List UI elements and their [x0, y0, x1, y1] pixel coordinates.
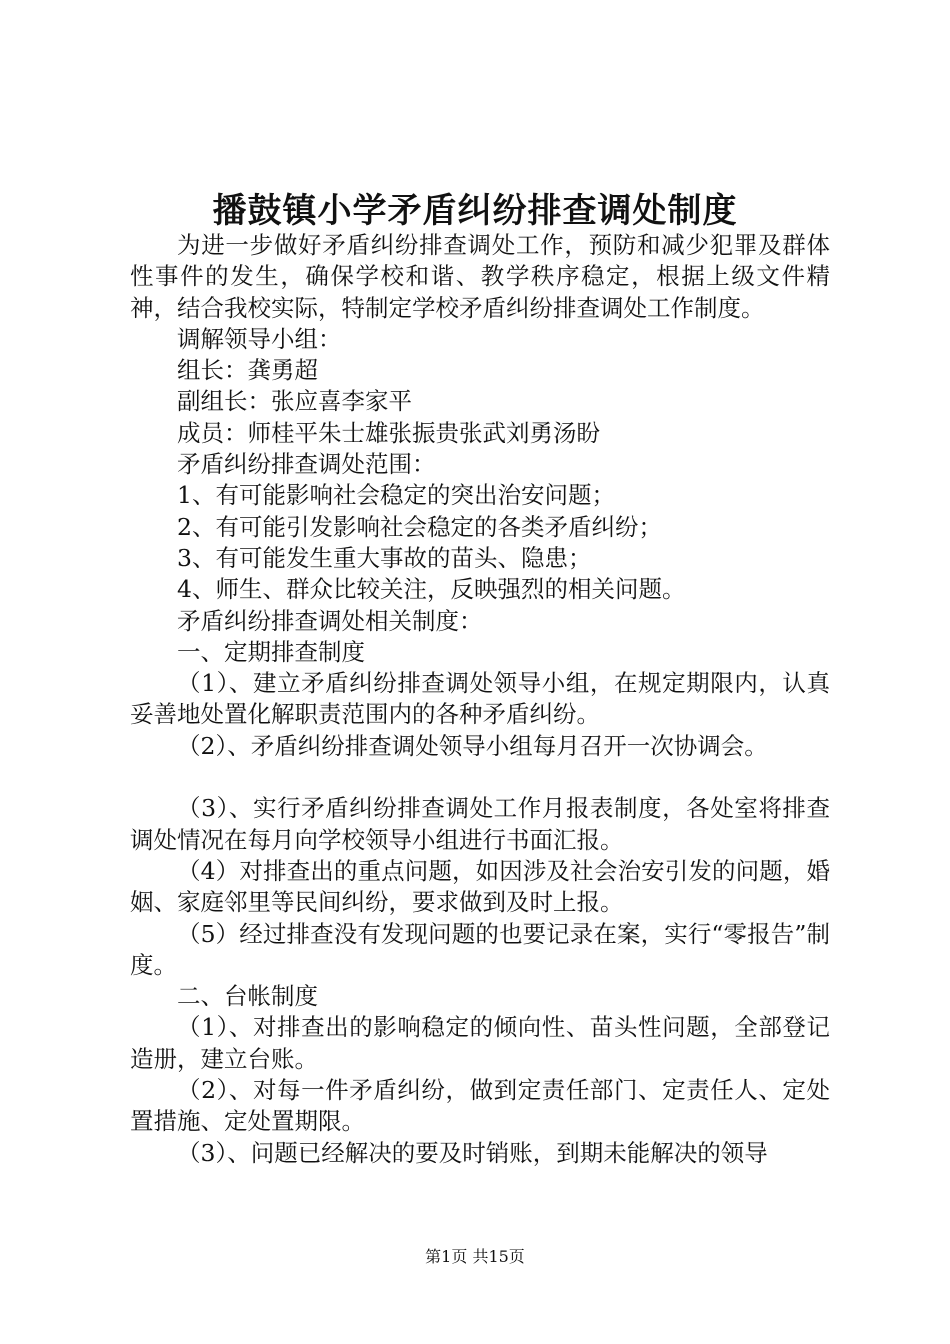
paragraph-check-1: （1）、建立矛盾纠纷排查调处领导小组，在规定期限内，认真妥善地处置化解职责范围内的各种矛盾纠纷。 [130, 669, 830, 729]
paragraph-scope-heading: 矛盾纠纷排查调处范围： [177, 450, 436, 479]
section-heading-regular-check: 一、定期排查制度 [177, 637, 365, 666]
paragraph-rules-heading: 矛盾纠纷排查调处相关制度： [177, 606, 483, 635]
document-body [130, 230, 830, 1169]
paragraph-check-3: （3）、实行矛盾纠纷排查调处工作月报表制度，各处室将排查调处情况在每月向学校领导小组进行书面汇报。 [130, 794, 830, 854]
paragraph-check-5: （5）经过排查没有发现问题的也要记录在案，实行“零报告”制度。 [130, 919, 830, 979]
document-title: 播鼓镇小学矛盾纠纷排查调处制度 [212, 191, 738, 231]
blank-line [130, 762, 830, 793]
paragraph-group-leader: 组长：龚勇超 [177, 356, 318, 385]
paragraph-ledger-2: （2）、对每一件矛盾纠纷，做到定责任部门、定责任人、定处置措施、定处置期限。 [130, 1076, 830, 1136]
paragraph-intro: 为进一步做好矛盾纠纷排查调处工作，预防和减少犯罪及群体性事件的发生，确保学校和谐、教学秩序稳定，根据上级文件精神，结合我校实际，特制定学校矛盾纠纷排查调处工作制度。 [130, 231, 830, 322]
paragraph-scope-item-2: 2、有可能引发影响社会稳定的各类矛盾纠纷； [177, 512, 662, 541]
section-heading-ledger: 二、台帐制度 [177, 982, 318, 1011]
paragraph-scope-item-3: 3、有可能发生重大事故的苗头、隐患； [177, 543, 592, 572]
paragraph-members: 成员：师桂平朱士雄张振贵张武刘勇汤盼 [177, 418, 600, 447]
paragraph-deputy-leader: 副组长：张应喜李家平 [177, 387, 412, 416]
paragraph-check-4: （4）对排查出的重点问题，如因涉及社会治安引发的问题，婚姻、家庭邻里等民间纠纷，要求做到及时上报。 [130, 856, 830, 917]
paragraph-mediation-group: 调解领导小组： [177, 324, 342, 353]
paragraph-scope-item-1: 1、有可能影响社会稳定的突出治安问题； [177, 481, 615, 510]
page-number-footer: 第1页 共15页 [425, 1247, 525, 1266]
paragraph-check-2: （2）、矛盾纠纷排查调处领导小组每月召开一次协调会。 [177, 731, 768, 760]
paragraph-ledger-3: （3）、问题已经解决的要及时销账，到期未能解决的领导 [177, 1138, 768, 1167]
paragraph-ledger-1: （1）、对排查出的影响稳定的倾向性、苗头性问题，全部登记造册，建立台账。 [130, 1013, 830, 1073]
paragraph-scope-item-4: 4、师生、群众比较关注，反映强烈的相关问题。 [177, 575, 686, 604]
